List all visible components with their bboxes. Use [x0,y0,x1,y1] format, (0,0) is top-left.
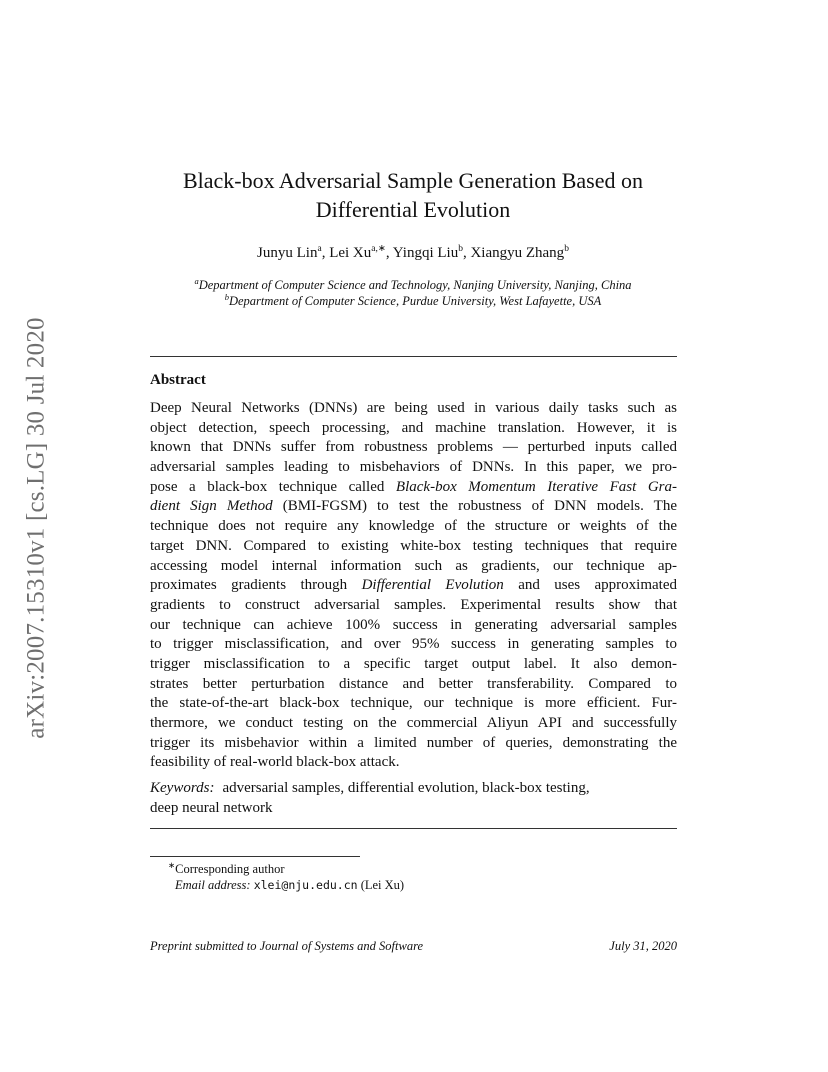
abstract-heading: Abstract [150,372,206,388]
abstract-text: trigger its misbehavior within a limited number of queries, demonstrating the [150,734,677,751]
email-address[interactable]: xlei@nju.edu.cn [253,878,358,892]
abstract-line [150,655,677,675]
abstract-text: the state-of-the-art black-box technique, our technique is more efficient. Fur- [150,695,677,712]
abstract-bottom-rule [150,828,677,829]
abstract-line [150,616,677,636]
author-separator: , [385,245,393,261]
author-affiliation-mark: b [458,244,463,254]
arxiv-identifier-stamp [15,296,59,760]
abstract-text: object detection, speech processing, and machine translation. However, it is [150,419,677,436]
abstract-line [150,478,677,498]
affiliation-a [150,277,676,293]
author-name: Junyu Lin [257,245,318,261]
arxiv-identifier-text: arXiv:2007.15310v1 [cs.LG] 30 Jul 2020 [23,317,51,739]
abstract-text: target DNN. Compared to existing white-box testing techniques that require [150,537,677,554]
abstract-line [150,734,677,754]
abstract-text: Deep Neural Networks (DNNs) are being used in various daily tasks such as [150,400,677,416]
abstract-line [150,399,677,419]
author-name: Yingqi Liu [392,245,459,261]
abstract-line [150,714,677,734]
abstract-line [150,557,677,577]
author-name: Xiangyu Zhang [470,245,565,261]
abstract-text: strates better perturbation distance and better transferability. Compared to [150,675,677,692]
abstract-top-rule [150,356,677,357]
abstract-text: gradients to construct adversarial samples. Experimental results show that [150,596,677,613]
abstract-text: trigger misclassification to a specific target output label. It also demon- [150,655,677,672]
affiliation-mark: b [224,292,229,302]
affiliation-mark: a [194,276,199,286]
abstract-text: known that DNNs suffer from robustness problems — perturbed inputs called [150,439,677,456]
abstract-line [150,458,677,478]
paper-title-line-1: Black-box Adversarial Sample Generation Based on [182,168,644,193]
abstract-line [150,537,677,557]
abstract-line [150,517,677,537]
abstract-text: and uses approximated [503,577,677,594]
paper-title [150,166,676,224]
abstract-text: thermore, we conduct testing on the commercial Aliyun API and successfully [150,715,677,731]
abstract-emphasis: Differential Evolution [361,577,504,594]
abstract-text: proximates gradients through [150,577,362,594]
abstract-emphasis: Black-box Momentum Iterative Fast Gra- [395,478,677,495]
keywords-block [150,779,677,818]
affiliation-b [150,293,676,309]
email-label: Email address: [175,878,251,892]
abstract-text: technique does not require any knowledge of the structure or weights of the [150,518,677,535]
footnote-rule [150,856,360,857]
abstract-text: feasibility of real-world black-box attack. [150,754,400,771]
abstract-text: adversarial samples leading to misbehaviors of DNNs. In this paper, we pro- [150,459,677,476]
preprint-date: July 31, 2020 [609,939,677,953]
keywords-text-1: adversarial samples, differential evolution, black-box testing, [222,780,590,796]
author-affiliation-mark: a,∗ [371,244,386,254]
abstract-line [150,694,677,714]
abstract-line [150,576,677,596]
author-list [150,244,676,262]
affiliation-text: Department of Computer Science, Purdue University, West Lafayette, USA [228,294,602,308]
abstract-line [150,438,677,458]
footnote-corresponding-text: Corresponding author [175,862,285,876]
abstract-line [150,675,677,695]
keywords-line-2: deep neural network [150,799,273,816]
author-separator: , [321,245,330,261]
abstract-text: (BMI-FGSM) to test the robustness of DNN models. The [272,498,677,515]
abstract-line [150,635,677,655]
preprint-notice: Preprint submitted to Journal of Systems and Software [150,939,424,953]
keywords-label: Keywords: [150,780,215,796]
abstract-line [150,497,677,517]
footnote-corresponding-author [168,861,284,877]
abstract-line [150,596,677,616]
author-separator: , [462,245,471,261]
abstract-line [150,419,677,439]
author-affiliation-mark: a [317,244,322,254]
author-name: Lei Xu [329,245,372,261]
abstract-text: to trigger misclassification, and over 95% success in generating samples to [150,636,677,653]
abstract-text: accessing model internal information such as gradients, our technique ap- [150,557,677,574]
abstract-text: our technique can achieve 100% success in generating adversarial samples [150,616,677,633]
abstract-emphasis: dient Sign Method [150,498,273,515]
paper-title-line-2: Differential Evolution [315,197,511,222]
abstract-text: pose a black-box technique called [150,478,396,495]
abstract-body [150,399,677,773]
keywords-line-1 [150,779,677,799]
footnote-mark: ∗ [168,860,176,870]
abstract-line [150,753,677,773]
affiliation-text: Department of Computer Science and Technology, Nanjing University, Nanjing, China [198,278,632,292]
footnote-email [175,877,404,893]
email-owner: (Lei Xu) [357,878,405,892]
author-affiliation-mark: b [564,244,569,254]
